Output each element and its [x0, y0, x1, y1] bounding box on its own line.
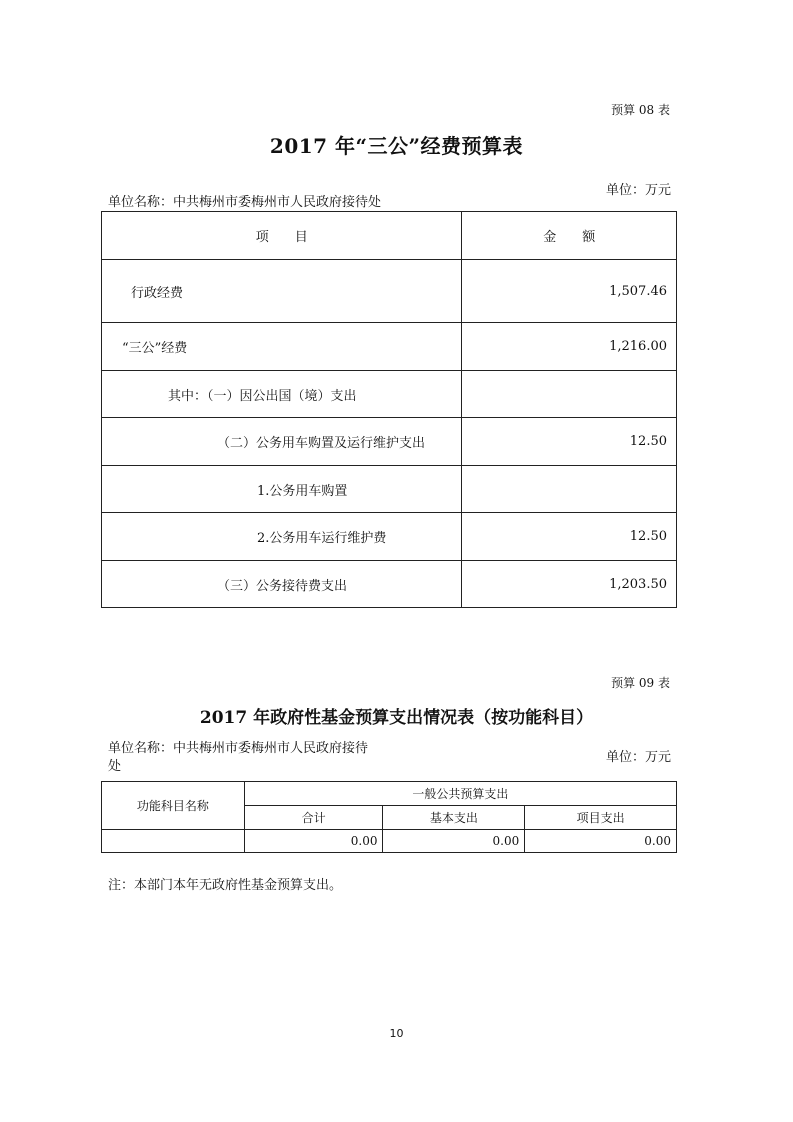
table2-unit-name-line2: 处 — [108, 759, 122, 774]
row-amount: 1,507.46 — [462, 260, 677, 323]
table2-unit: 单位：万元 — [605, 750, 671, 765]
row-subject — [102, 830, 245, 853]
header-basic: 基本支出 — [383, 806, 525, 830]
row-label: （二）公务用车购置及运行维护支出 — [102, 418, 462, 466]
header-amount: 金 额 — [462, 212, 677, 260]
header-total: 合计 — [244, 806, 383, 830]
table1-unit: 单位：万元 — [605, 183, 671, 198]
table-header-row — [102, 782, 677, 806]
table-row — [102, 561, 677, 608]
row-amount: 1,216.00 — [462, 323, 677, 371]
page-number: 10 — [389, 1027, 404, 1040]
table-header-row — [102, 212, 677, 260]
row-label: 其中：（一）因公出国（境）支出 — [102, 371, 462, 418]
row-basic: 0.00 — [383, 830, 525, 853]
row-label: 行政经费 — [102, 260, 462, 323]
table1-unit-name: 单位名称：中共梅州市委梅州市人民政府接待处 — [108, 195, 382, 210]
table-row — [102, 466, 677, 513]
row-project: 0.00 — [525, 830, 677, 853]
row-amount — [462, 371, 677, 418]
table2-note: 注：本部门本年无政府性基金预算支出。 — [108, 878, 343, 893]
header-item: 项 目 — [102, 212, 462, 260]
table-row — [102, 323, 677, 371]
table-row — [102, 418, 677, 466]
row-total: 0.00 — [244, 830, 383, 853]
header-group: 一般公共预算支出 — [244, 782, 676, 806]
row-amount: 12.50 — [462, 513, 677, 561]
row-amount: 1,203.50 — [462, 561, 677, 608]
table1-label: 预算 08 表 — [611, 103, 670, 117]
header-subject: 功能科目名称 — [102, 782, 245, 830]
table2-unit-name-line1: 单位名称：中共梅州市委梅州市人民政府接待 — [108, 741, 369, 756]
table2-label: 预算 09 表 — [611, 676, 670, 690]
table2-title: 2017 年政府性基金预算支出情况表（按功能科目） — [199, 708, 594, 728]
row-label: 2.公务用车运行维护费 — [102, 513, 462, 561]
row-amount — [462, 466, 677, 513]
header-project: 项目支出 — [525, 806, 677, 830]
table1-title: 2017 年“三公”经费预算表 — [269, 134, 524, 158]
row-label: （三）公务接待费支出 — [102, 561, 462, 608]
row-amount: 12.50 — [462, 418, 677, 466]
table-row — [102, 830, 677, 853]
table-row — [102, 513, 677, 561]
table-row — [102, 260, 677, 323]
three-public-expenses-table — [101, 211, 677, 608]
row-label: 1.公务用车购置 — [102, 466, 462, 513]
table-row — [102, 371, 677, 418]
government-fund-table — [101, 781, 677, 853]
row-label: “三公”经费 — [102, 323, 462, 371]
